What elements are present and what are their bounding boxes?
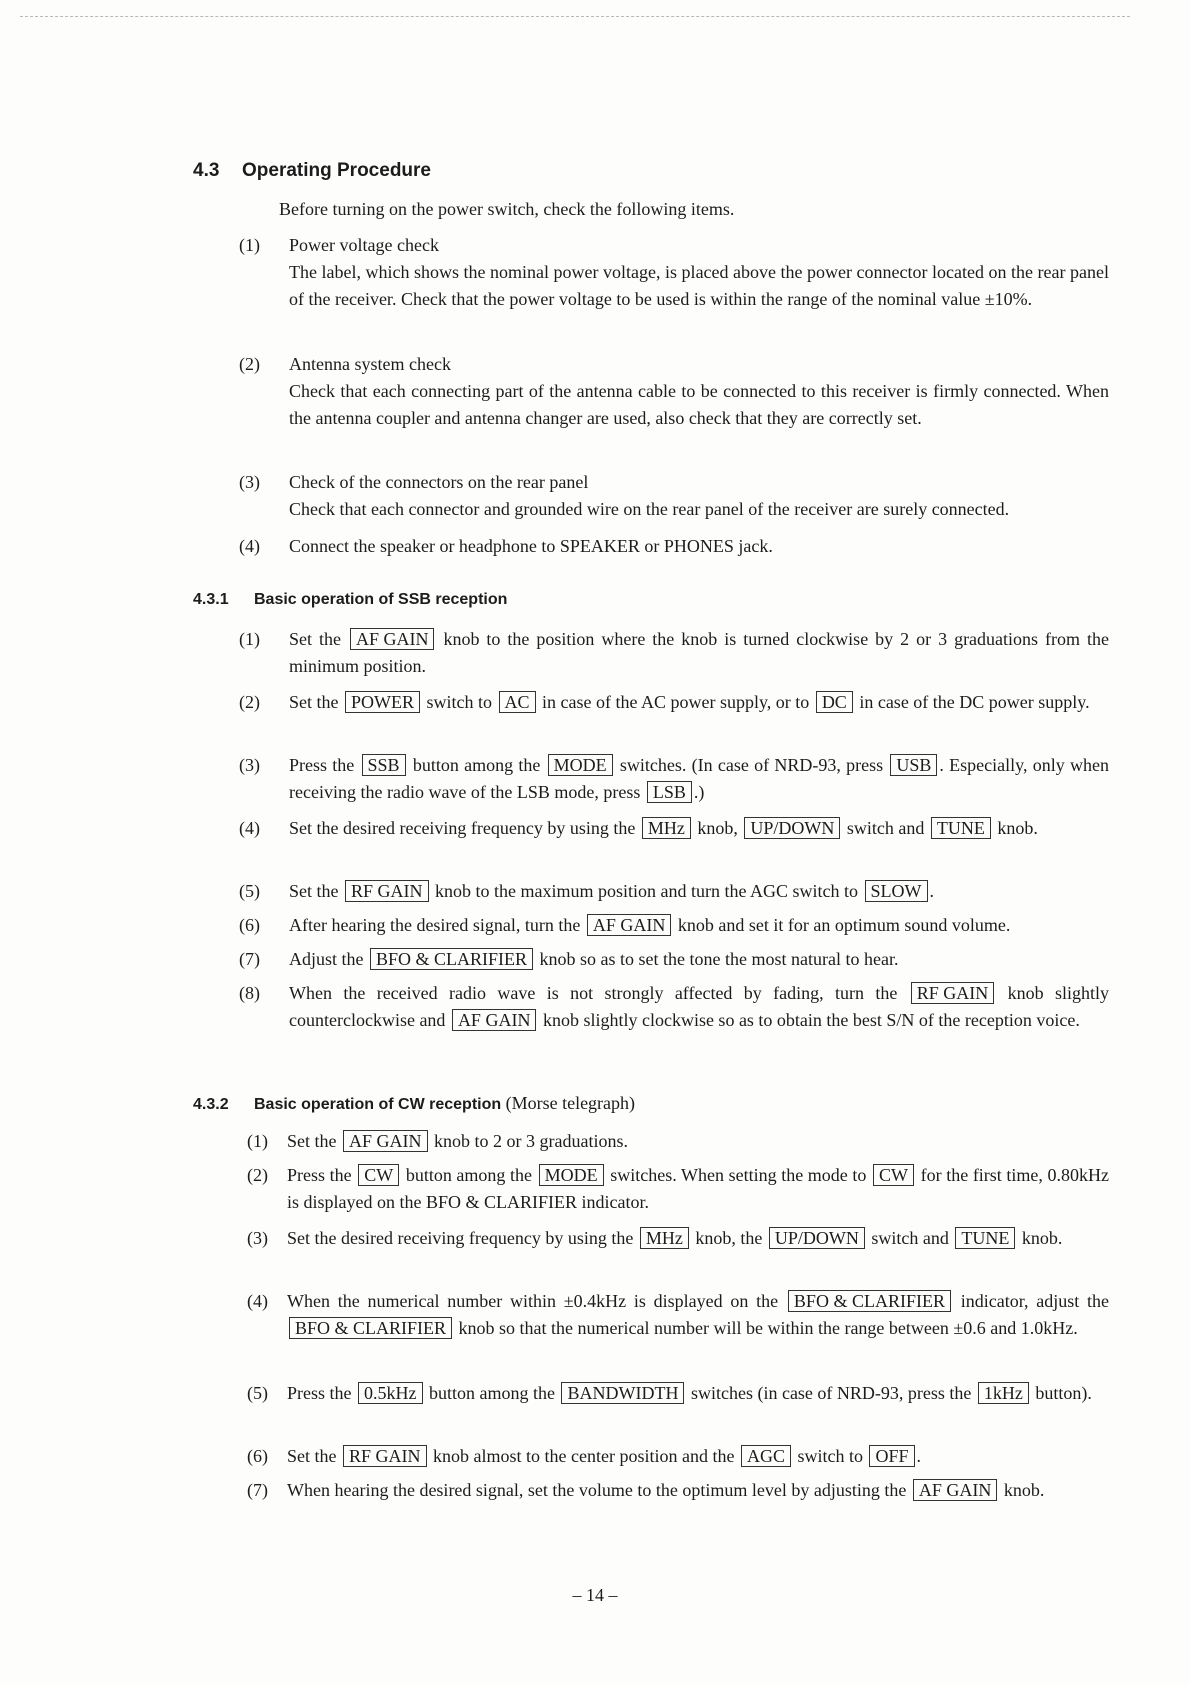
control-label-box: AF GAIN [343,1130,428,1152]
control-label-box: AF GAIN [913,1479,998,1501]
control-label-box: DC [816,691,853,713]
control-label-box: CW [873,1164,914,1186]
ssb-step-1 [239,626,1109,680]
control-label-box: USB [890,754,937,776]
ssb-step-6 [239,912,1109,939]
item-text: The label, which shows the nominal power voltage, is placed above the power connector located on the rear panel of the receiver. Check that the power voltage to be used is within the range of the nominal value ±10%. [289,262,1109,309]
step-text: knob, [692,818,743,838]
step-text: button among the [401,1165,537,1185]
step-text: knob to the position where the knob is turned clockwise by 2 or 3 graduations from the minimum position. [289,629,1109,676]
step-number: (4) [247,1291,268,1311]
ssb-step-2 [239,689,1109,716]
item-number: (4) [239,536,260,556]
step-text: in case of the AC power supply, or to [537,692,814,712]
section-title: Operating Procedure [242,160,431,181]
control-label-box: POWER [345,691,420,713]
step-number: (5) [239,881,260,901]
step-text: . Especially, only when receiving the radio wave of the LSB mode, press [289,755,1110,802]
ssb-step-4 [239,815,1109,842]
step-text: switches. When setting the mode to [605,1165,872,1185]
step-text: knob so that the numerical number will be within the range between ±0.6 and 1.0kHz. [454,1318,1078,1338]
ssb-title: Basic operation of SSB reception [254,591,508,608]
control-label-box: BANDWIDTH [561,1382,684,1404]
step-text: knob, the [690,1228,767,1248]
control-label-box: RF GAIN [911,982,995,1004]
step-text: After hearing the desired signal, turn the [289,915,585,935]
control-label-box: AC [499,691,536,713]
control-label-box: MODE [548,754,613,776]
item-title: Check of the connectors on the rear panel [289,472,589,492]
control-label-box: BFO & CLARIFIER [289,1317,452,1339]
cw-step-5 [239,1380,1109,1407]
control-label-box: AF GAIN [452,1009,537,1031]
step-text: Press the [289,755,360,775]
step-text: Set the [289,692,343,712]
control-label-box: UP/DOWN [769,1227,865,1249]
step-text: When the received radio wave is not strongly affected by fading, turn the [289,983,909,1003]
control-label-box: LSB [647,781,692,803]
step-text: indicator, adjust the [952,1291,1109,1311]
control-label-box: 0.5kHz [358,1382,423,1404]
control-label-box: BFO & CLARIFIER [370,948,533,970]
control-label-box: AF GAIN [350,628,435,650]
step-text: knob. [992,818,1038,838]
step-text: knob. [1017,1228,1063,1248]
step-text: Set the desired receiving frequency by using the [287,1228,638,1248]
cw-number: 4.3.2 [193,1096,229,1113]
control-label-box: AGC [741,1445,791,1467]
cw-step-6 [239,1443,1109,1470]
step-number: (3) [247,1228,268,1248]
item-number: (2) [239,354,260,374]
section-heading [193,160,431,182]
control-label-box: MODE [539,1164,604,1186]
item-title: Connect the speaker or headphone to SPEAKER or PHONES jack. [289,536,773,556]
step-number: (3) [239,755,260,775]
item-title: Antenna system check [289,354,451,374]
control-label-box: UP/DOWN [744,817,840,839]
step-text: switch to [792,1446,868,1466]
step-text: Set the [287,1446,341,1466]
step-text: Adjust the [289,949,368,969]
step-text: button among the [424,1383,560,1403]
step-number: (4) [239,818,260,838]
step-text: in case of the DC power supply. [854,692,1090,712]
step-number: (1) [239,629,260,649]
step-number: (5) [247,1383,268,1403]
step-number: (7) [239,949,260,969]
cw-step-3 [239,1225,1109,1252]
check-item-1 [239,232,1109,313]
step-text: When the numerical number within ±0.4kHz is displayed on the [287,1291,786,1311]
step-text: switch and [866,1228,954,1248]
control-label-box: 1kHz [978,1382,1029,1404]
cw-step-2 [239,1162,1109,1216]
check-item-4 [239,533,1109,560]
ssb-step-7 [239,946,1109,973]
step-text: knob and set it for an optimum sound volume. [673,915,1011,935]
step-text: knob slightly clockwise so as to obtain the best S/N of the reception voice. [538,1010,1080,1030]
control-label-box: SSB [362,754,406,776]
item-number: (3) [239,472,260,492]
step-number: (8) [239,983,260,1003]
ssb-step-3 [239,752,1109,806]
step-text: .) [693,782,705,802]
step-number: (7) [247,1480,268,1500]
cw-step-4 [239,1288,1109,1342]
step-text: When hearing the desired signal, set the volume to the optimum level by adjusting the [287,1480,911,1500]
control-label-box: RF GAIN [343,1445,427,1467]
step-text: knob. [999,1480,1045,1500]
step-text: Press the [287,1165,357,1185]
cw-step-7 [239,1477,1109,1504]
step-text: knob almost to the center position and the [428,1446,739,1466]
step-number: (2) [239,692,260,712]
ssb-step-5 [239,878,1109,905]
control-label-box: MHz [640,1227,689,1249]
control-label-box: SLOW [865,880,928,902]
page-number: – 14 – [572,1585,618,1605]
control-label-box: AF GAIN [587,914,672,936]
item-text: Check that each connecting part of the antenna cable to be connected to this receiver is firmly connected. When the antenna coupler and antenna changer are used, also check that they are correctly set. [289,381,1109,428]
control-label-box: RF GAIN [345,880,429,902]
step-text: knob to 2 or 3 graduations. [429,1131,628,1151]
control-label-box: OFF [869,1445,914,1467]
cw-heading [193,1093,635,1114]
step-text: Set the [287,1131,341,1151]
cw-title-extra: (Morse telegraph) [505,1093,636,1113]
check-item-3 [239,469,1109,523]
step-number: (6) [239,915,260,935]
step-text: Set the desired receiving frequency by using the [289,818,640,838]
check-item-2 [239,351,1109,432]
step-text: switch and [842,818,929,838]
item-number: (1) [239,235,260,255]
control-label-box: BFO & CLARIFIER [788,1290,951,1312]
control-label-box: TUNE [955,1227,1015,1249]
scan-top-rule [20,16,1130,17]
step-text: for the first time, 0.80kHz is displayed on the BFO & CLARIFIER indicator. [287,1165,1110,1212]
item-text: Check that each connector and grounded wire on the rear panel of the receiver are surely connected. [289,499,1010,519]
cw-step-1 [239,1128,1109,1155]
step-text: switch to [422,692,497,712]
step-text: knob to the maximum position and turn the AGC switch to [430,881,863,901]
step-text: Set the [289,881,343,901]
step-text: switches. (In case of NRD-93, press [614,755,889,775]
intro-text: Before turning on the power switch, check the following items. [279,199,735,219]
step-text: button among the [407,755,546,775]
ssb-step-8 [239,980,1109,1034]
step-text: Set the [289,629,348,649]
step-text: Press the [287,1383,356,1403]
item-title: Power voltage check [289,235,439,255]
control-label-box: MHz [642,817,691,839]
step-text: . [929,881,934,901]
step-number: (2) [247,1165,268,1185]
step-text: knob so as to set the tone the most natural to hear. [535,949,899,969]
cw-title: Basic operation of CW reception [254,1096,502,1113]
control-label-box: TUNE [931,817,991,839]
step-text: switches (in case of NRD-93, press the [686,1383,976,1403]
step-number: (1) [247,1131,268,1151]
step-number: (6) [247,1446,268,1466]
ssb-number: 4.3.1 [193,591,229,608]
control-label-box: CW [358,1164,399,1186]
step-text: . [916,1446,922,1466]
step-text: button). [1030,1383,1092,1403]
ssb-heading [193,591,507,609]
section-number: 4.3 [193,160,220,181]
step-text: knob slightly counterclockwise and [289,983,1110,1030]
